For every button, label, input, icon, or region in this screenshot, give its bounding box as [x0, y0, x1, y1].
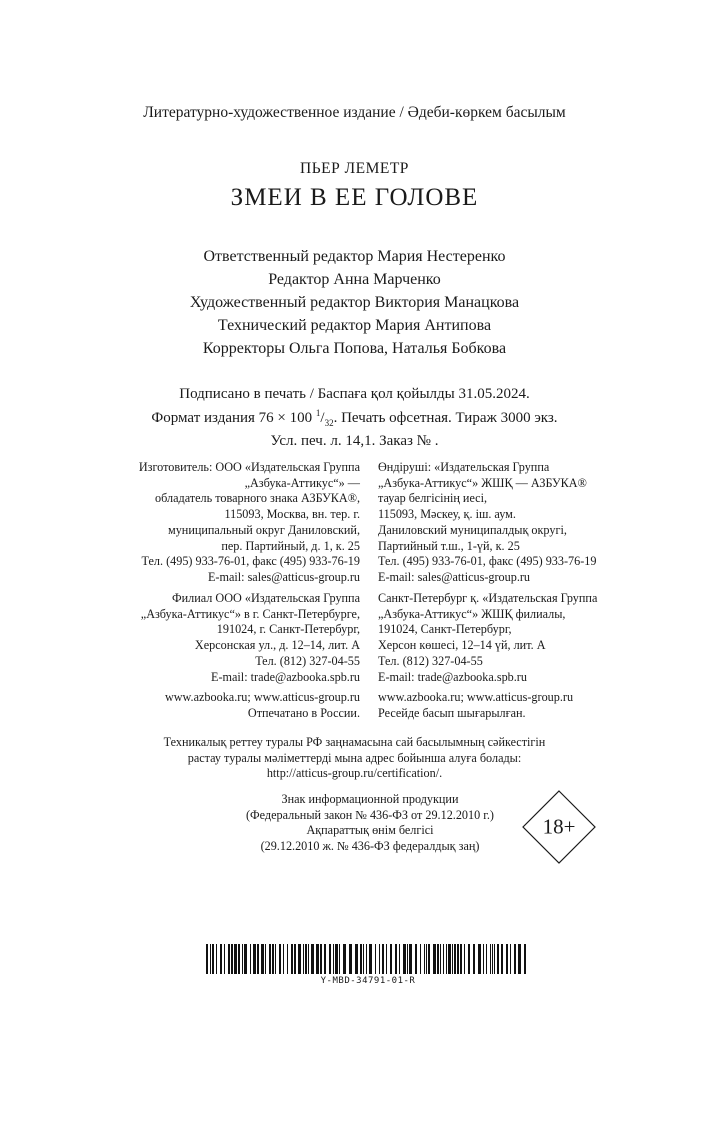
- manufacturer-ru-line: пер. Партийный, д. 1, к. 25: [221, 538, 360, 553]
- manufacturer-ru-line: обладатель товарного знака АЗБУКА®,: [155, 491, 360, 506]
- barcode-bar: [483, 944, 484, 974]
- barcode-bar: [478, 944, 481, 974]
- barcode-bar: [390, 944, 392, 974]
- barcode-bar: [448, 944, 451, 974]
- barcode-bar: [305, 944, 307, 974]
- barcode-bar: [250, 944, 251, 974]
- barcode-bar: [234, 944, 237, 974]
- format-numerator: 1: [315, 407, 321, 418]
- barcode-bar: [446, 944, 447, 974]
- branch-kz-line: „Азбука-Аттикус“» ЖШҚ филиалы,: [378, 606, 566, 621]
- manufacturer-ru-line: 115093, Москва, вн. тер. г.: [224, 507, 360, 522]
- barcode-bar: [490, 944, 491, 974]
- series-line: Литературно-художественное издание / Әдеби-көркем басылым: [143, 104, 566, 121]
- web-kz: [378, 690, 638, 721]
- credit-line: Художественный редактор Виктория Манацкова: [189, 294, 520, 311]
- barcode-bar: [335, 944, 338, 974]
- printed-in: Отпечатано в России.: [247, 705, 360, 720]
- barcode-bar: [379, 944, 380, 974]
- credits-block: [0, 245, 709, 360]
- age-rating-label: 18+: [542, 814, 576, 839]
- barcode-bar: [294, 944, 296, 974]
- barcode-bar: [403, 944, 406, 974]
- barcode-bar: [283, 944, 284, 974]
- barcode-label: Y-MBD-34791-01-R: [320, 976, 416, 986]
- barcode-bar: [506, 944, 508, 974]
- branch-kz-line: Херсон көшесі, 12–14 үй, лит. А: [378, 638, 546, 653]
- barcode-bar: [287, 944, 288, 974]
- barcode-bar: [492, 944, 493, 974]
- barcode-bar: [343, 944, 346, 974]
- book-title: ЗМЕИ В ЕЕ ГОЛОВЕ: [230, 184, 479, 211]
- barcode-bar: [320, 944, 322, 974]
- barcode-bar: [261, 944, 264, 974]
- barcode-bar: [291, 944, 293, 974]
- barcode-bar: [510, 944, 511, 974]
- credit-line: Корректоры Ольга Попова, Наталья Бобкова: [202, 340, 507, 357]
- printed-in: Ресейде басып шығарылған.: [378, 705, 526, 720]
- branch-ru-line: 191024, г. Санкт-Петербург,: [216, 622, 360, 637]
- manufacturer-ru-line: Тел. (495) 933-76-01, факс (495) 933-76-19: [141, 554, 360, 569]
- branch-kz-line: 191024, Санкт-Петербург,: [378, 622, 512, 637]
- barcode-bar: [257, 944, 259, 974]
- barcode-bar: [210, 944, 211, 974]
- certification-line: растау туралы мәліметтерді мына адрес бойынша алуға болады:: [187, 750, 522, 765]
- barcode-bar: [494, 944, 495, 974]
- barcode-bar: [428, 944, 430, 974]
- barcode-bar: [457, 944, 459, 974]
- branch-ru-line: Филиал ООО «Издательская Группа: [172, 591, 360, 605]
- certification-note: [0, 735, 709, 782]
- barcode-bar: [407, 944, 408, 974]
- barcode-bar: [501, 944, 503, 974]
- barcode-bar: [409, 944, 412, 974]
- barcode-bar: [360, 944, 362, 974]
- branch-ru-line: „Азбука-Аттикус“» в г. Санкт-Петербурге,: [140, 606, 360, 621]
- format-prefix: Формат издания 76 × 100: [151, 409, 316, 426]
- manufacturer-kz-email: E-mail: sales@atticus-group.ru: [378, 569, 531, 584]
- age-rating-badge: [522, 790, 596, 864]
- barcode-bar: [443, 944, 444, 974]
- imprint-format: Формат издания 76 × 100 $^1/_{32}$. Печать офсетная. Тираж 3000 экз.: [151, 407, 558, 428]
- barcode: [206, 944, 530, 974]
- age-info-line: (29.12.2010 ж. № 436-ФЗ федералдық заң): [260, 839, 480, 854]
- barcode-bar: [415, 944, 417, 974]
- barcode-bar: [355, 944, 358, 974]
- barcode-bar: [269, 944, 271, 974]
- barcode-bar: [316, 944, 319, 974]
- manufacturer-kz-line: Тел. (495) 933-76-01, факс (495) 933-76-19: [378, 554, 597, 569]
- barcode-bar: [524, 944, 526, 974]
- barcode-bar: [514, 944, 516, 974]
- branch-kz-line: Санкт-Петербург қ. «Издательская Группа: [378, 591, 598, 605]
- manufacturer-ru-line: Изготовитель: ООО «Издательская Группа: [138, 460, 360, 474]
- manufacturer-kz-line: тауар белгісінің иесі,: [378, 491, 488, 506]
- manufacturer-kz-line: Өндіруші: «Издательская Группа: [378, 460, 550, 474]
- barcode-bar: [333, 944, 334, 974]
- barcode-bar: [224, 944, 225, 974]
- barcode-bar: [272, 944, 274, 974]
- website-links: www.azbooka.ru; www.atticus-group.ru: [164, 690, 360, 704]
- author-name: ПЬЕР ЛЕМЕТР: [300, 160, 409, 177]
- manufacturer-ru-line: „Азбука-Аттикус“» —: [244, 475, 360, 490]
- branch-ru-line: Тел. (812) 327-04-55: [255, 653, 360, 668]
- barcode-bar: [275, 944, 276, 974]
- barcode-bar: [426, 944, 427, 974]
- barcode-bar: [242, 944, 243, 974]
- imprint-block: [0, 385, 709, 451]
- manufacturer-kz-line: 115093, Мәскеу, қ. іш. аум.: [378, 507, 516, 522]
- manufacturer-kz-line: Партийный т.ш., 1-үй, к. 25: [378, 538, 520, 553]
- barcode-bar: [298, 944, 301, 974]
- credit-line: Технический редактор Мария Антипова: [217, 317, 492, 334]
- credit-line: Редактор Анна Марченко: [268, 271, 441, 288]
- certification-url: http://atticus-group.ru/certification/.: [266, 766, 443, 781]
- barcode-bar: [464, 944, 465, 974]
- barcode-bar: [231, 944, 233, 974]
- barcode-bar: [454, 944, 456, 974]
- barcode-bar: [468, 944, 470, 974]
- manufacturer-kz-line: „Азбука-Аттикус“» ЖШҚ — АЗБУКА®: [378, 475, 587, 490]
- barcode-bar: [497, 944, 499, 974]
- format-denominator: 32: [324, 417, 334, 428]
- barcode-bar: [253, 944, 256, 974]
- barcode-bar: [486, 944, 487, 974]
- barcode-bar: [382, 944, 384, 974]
- barcode-bar: [216, 944, 217, 974]
- barcode-bar: [279, 944, 281, 974]
- branch-kz-line: Тел. (812) 327-04-55: [378, 653, 483, 668]
- barcode-bar: [424, 944, 425, 974]
- branch-ru-line: Херсонская ул., д. 12–14, лит. А: [194, 638, 360, 653]
- website-links: www.azbooka.ru; www.atticus-group.ru: [378, 690, 574, 704]
- barcode-bar: [399, 944, 400, 974]
- barcode-bar: [244, 944, 247, 974]
- barcode-bar: [386, 944, 387, 974]
- imprint-sign-date: Подписано в печать / Баспаға қол қойылды 31.05.2024.: [179, 386, 530, 402]
- manufacturer-kz-line: Даниловский муниципалдық округі,: [378, 522, 567, 537]
- barcode-bar: [339, 944, 340, 974]
- age-info-block: [205, 792, 535, 855]
- certification-line: Техникалық реттеу туралы РФ заңнамасына сай басылымның сәйкестігін: [163, 735, 546, 749]
- barcode-bar: [206, 944, 208, 974]
- barcode-bar: [324, 944, 326, 974]
- barcode-bar: [433, 944, 436, 974]
- barcode-bar: [329, 944, 331, 974]
- manufacturer-ru-email: E-mail: sales@atticus-group.ru: [207, 569, 360, 584]
- barcode-bar: [375, 944, 376, 974]
- branch-ru-email: E-mail: trade@azbooka.spb.ru: [211, 669, 360, 684]
- barcode-bar: [473, 944, 475, 974]
- branch-kz: [378, 591, 638, 685]
- format-suffix: . Печать офсетная. Тираж 3000 экз.: [333, 409, 558, 426]
- manufacturer-ru-line: муниципальный округ Даниловский,: [168, 522, 360, 537]
- barcode-bar: [420, 944, 421, 974]
- barcode-bar: [303, 944, 304, 974]
- barcode-bar: [395, 944, 397, 974]
- barcode-bar: [228, 944, 230, 974]
- barcode-bar: [220, 944, 222, 974]
- manufacturer-kz: [378, 460, 638, 586]
- barcode-bar: [518, 944, 521, 974]
- branch-ru: [100, 591, 360, 685]
- barcode-bar: [452, 944, 453, 974]
- barcode-bar: [238, 944, 240, 974]
- manufacturer-ru: [100, 460, 360, 586]
- age-info-line: Знак информационной продукции: [281, 792, 459, 806]
- barcode-bar: [349, 944, 352, 974]
- barcode-bar: [437, 944, 439, 974]
- barcode-bar: [363, 944, 364, 974]
- age-info-line: (Федеральный закон № 436-ФЗ от 29.12.2010 г.): [246, 807, 494, 822]
- barcode-bar: [308, 944, 309, 974]
- barcode-bar: [460, 944, 462, 974]
- barcode-bar: [366, 944, 367, 974]
- branch-kz-email: E-mail: trade@azbooka.spb.ru: [378, 669, 527, 684]
- barcode-bar: [212, 944, 214, 974]
- web-ru: [100, 690, 360, 721]
- imprint-order: Усл. печ. л. 14,1. Заказ № .: [270, 433, 439, 449]
- age-info-line: Ақпараттық өнім белгісі: [306, 823, 434, 838]
- barcode-bar: [440, 944, 441, 974]
- barcode-bar: [369, 944, 372, 974]
- credit-line: Ответственный редактор Мария Нестеренко: [203, 248, 506, 265]
- barcode-bar: [311, 944, 314, 974]
- barcode-bar: [265, 944, 266, 974]
